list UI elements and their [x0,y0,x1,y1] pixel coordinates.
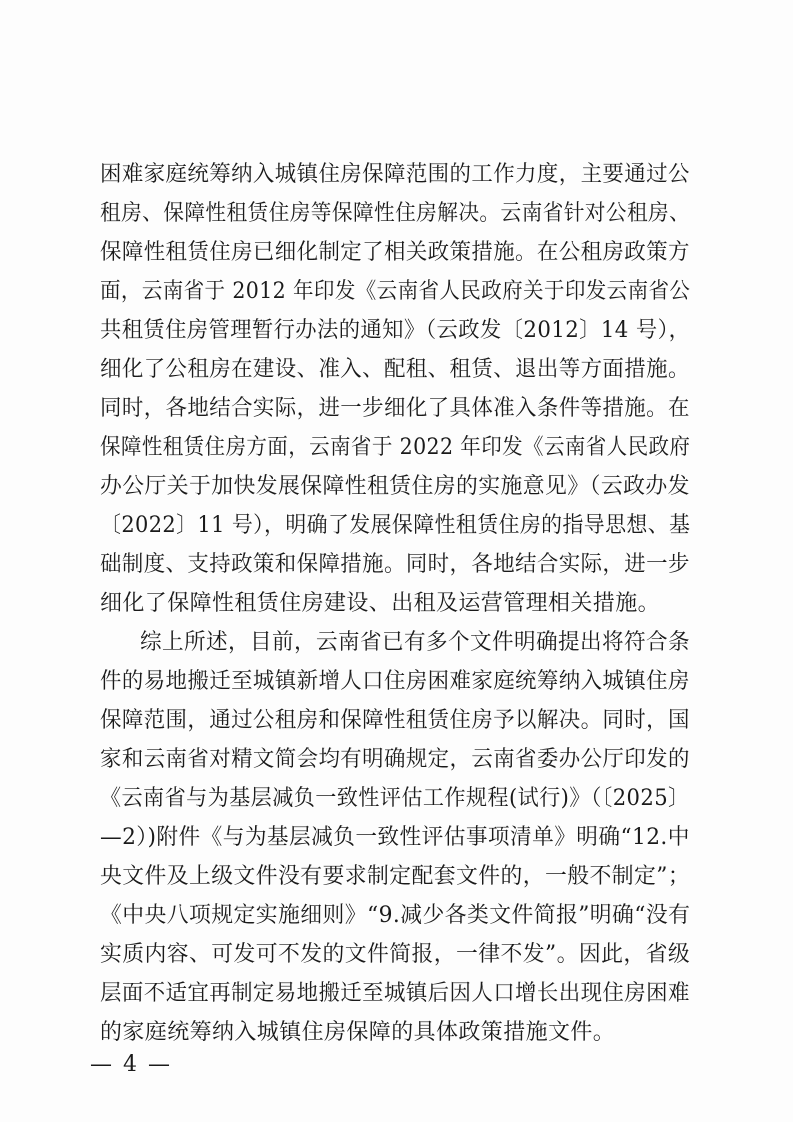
body-text-line: 保障性租赁住房已细化制定了相关政策措施。在公租房政策方 [100,240,690,265]
body-text-line: 层面不适宜再制定易地搬迁至城镇后因人口增长出现住房困难 [100,981,690,1006]
body-text-line: 础制度、支持政策和保障措施。同时，各地结合实际，进一步 [100,552,690,577]
body-text-line: 综上所述，目前，云南省已有多个文件明确提出将符合条 [140,630,690,655]
body-text-line: 同时，各地结合实际，进一步细化了具体准入条件等措施。在 [100,396,690,421]
body-text-line: 《云南省与为基层减负一致性评估工作规程(试行)》（〔2025〕 [100,786,690,811]
body-text-line: 〔2022〕11 号），明确了发展保障性租赁住房的指导思想、基 [100,513,691,538]
body-text-line: 面，云南省于 2012 年印发《云南省人民政府关于印发云南省公 [100,279,691,304]
page-number: — 4 — [90,1052,172,1077]
body-text-line: 办公厅关于加快发展保障性租赁住房的实施意见》（云政办发 [100,474,690,499]
body-text-line: 保障性租赁住房方面，云南省于 2022 年印发《云南省人民政府 [100,435,691,460]
body-text-line: 细化了公租房在建设、准入、配租、租赁、退出等方面措施。 [100,357,690,382]
body-text-line: 央文件及上级文件没有要求制定配套文件的，一般不制定”； [100,864,691,889]
body-text-line: 《中央八项规定实施细则》“9.减少各类文件简报”明确“没有 [100,903,691,928]
body-text-line: 细化了保障性租赁住房建设、出租及运营管理相关措施。 [100,591,661,616]
body-text-line: —2）)附件《与为基层减负一致性评估事项清单》明确“12.中 [100,825,690,850]
body-text-line: 保障范围，通过公租房和保障性租赁住房予以解决。同时，国 [100,708,690,733]
body-text-line: 家和云南省对精文简会均有明确规定，云南省委办公厅印发的 [100,747,690,772]
body-text-line: 共租赁住房管理暂行办法的通知》（云政发〔2012〕14 号）， [100,318,691,343]
body-text-line: 件的易地搬迁至城镇新增人口住房困难家庭统筹纳入城镇住房 [100,669,690,694]
body-text-line: 的家庭统筹纳入城镇住房保障的具体政策措施文件。 [100,1020,616,1045]
body-text-line: 租房、保障性租赁住房等保障性住房解决。云南省针对公租房、 [100,201,691,226]
body-text-line: 实质内容、可发可不发的文件简报，一律不发”。因此，省级 [100,942,691,967]
body-text-line: 困难家庭统筹纳入城镇住房保障范围的工作力度，主要通过公 [100,162,690,187]
